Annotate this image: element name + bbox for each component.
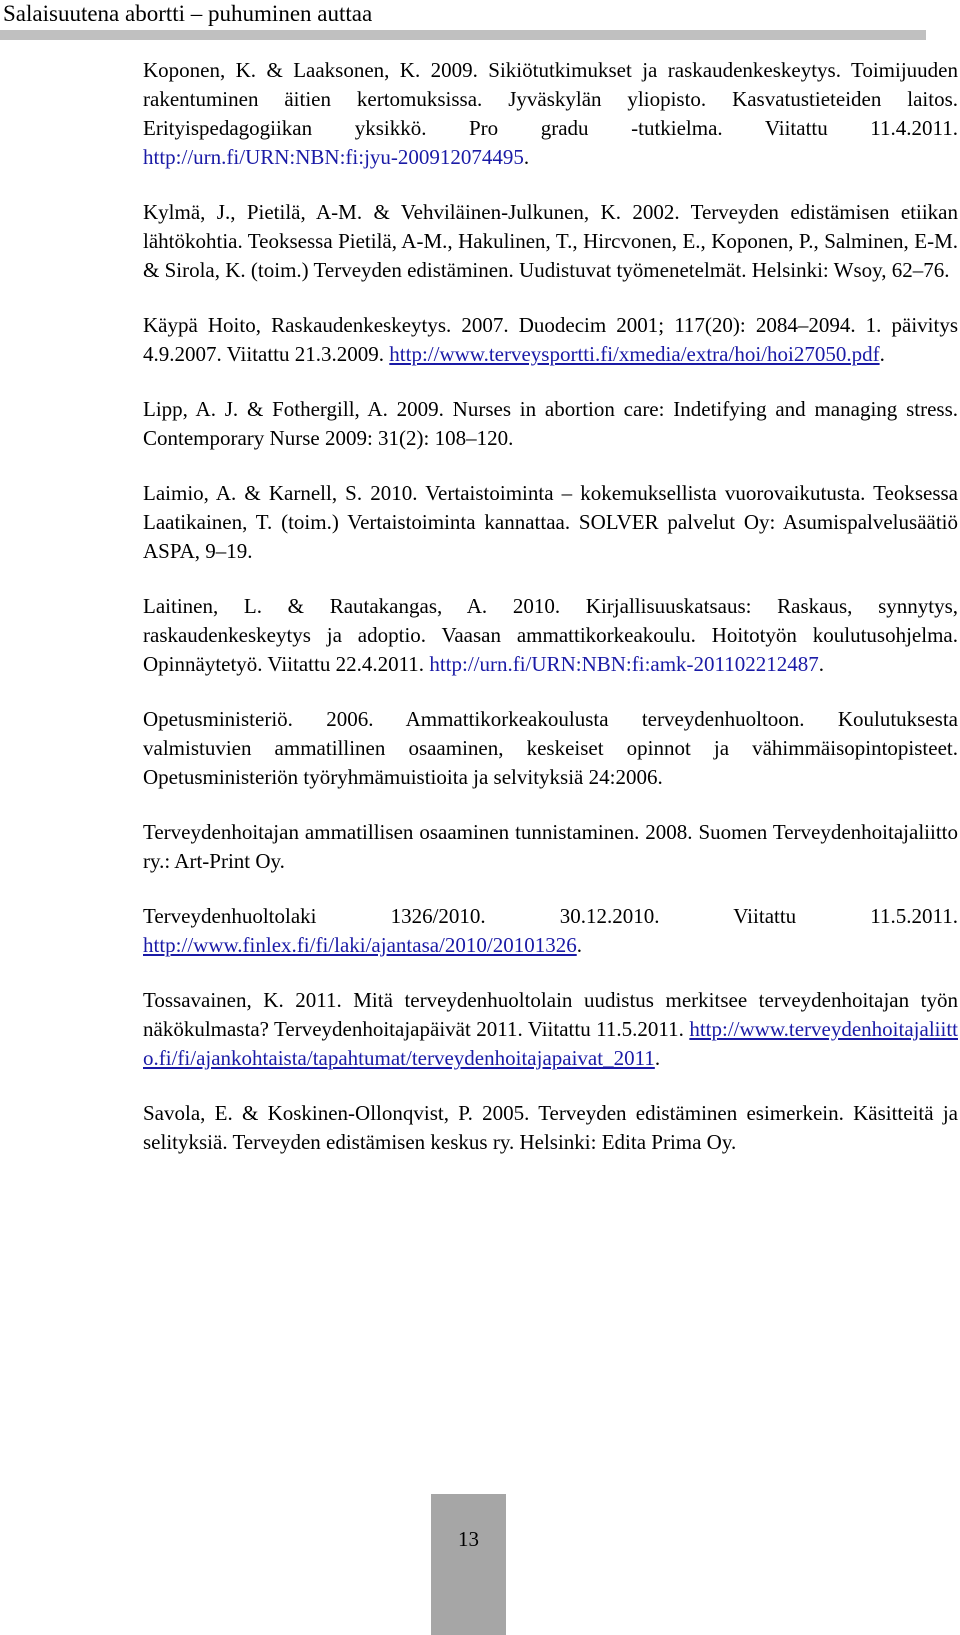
reference-list bbox=[143, 56, 958, 1183]
reference-text: Tossavainen, K. 2011. Mitä terveydenhuoltolain uudistus merkitsee terveydenhoitajan työn näkökulmasta? Terveydenhoitajapäivät 2011. Viitattu 11.5.2011. bbox=[143, 988, 958, 1041]
reference-entry-lipp bbox=[143, 395, 958, 453]
page-number: 13 bbox=[458, 1527, 479, 1551]
reference-text: Lipp, A. J. & Fothergill, A. 2009. Nurses in abortion care: Indetifying and managing stress. Contemporary Nurse 2009: 31(2): 108–120. bbox=[143, 397, 958, 450]
reference-text: Terveydenhuoltolaki 1326/2010. 30.12.2010. Viitattu 11.5.2011. bbox=[143, 904, 958, 928]
reference-text-end: . bbox=[523, 145, 530, 169]
reference-text-end: . bbox=[654, 1046, 661, 1070]
reference-link[interactable]: http://urn.fi/URN:NBN:fi:jyu-200912074495 bbox=[143, 145, 524, 169]
reference-text: Savola, E. & Koskinen-Ollonqvist, P. 2005. Terveyden edistäminen esimerkein. Käsitteitä ja selityksiä. Terveyden edistämisen keskus ry. Helsinki: Edita Prima Oy. bbox=[143, 1101, 958, 1154]
reference-entry-terveydenhoitajan bbox=[143, 818, 958, 876]
reference-link[interactable]: http://urn.fi/URN:NBN:fi:amk-201102212487 bbox=[429, 652, 819, 676]
reference-link[interactable]: http://www.terveysportti.fi/xmedia/extra/hoi/hoi27050.pdf bbox=[389, 342, 880, 366]
reference-text: Koponen, K. & Laaksonen, K. 2009. Sikiötutkimukset ja raskaudenkeskeytys. Toimijuuden rakentuminen äitien kertomuksissa. Jyväskylän yliopisto. Kasvatustieteiden laitos. Erityispedagogiikan yksikkö. Pro gradu -tutkielma. Viitattu 11.4.2011. bbox=[143, 58, 958, 140]
reference-entry-terveydenhuoltolaki bbox=[143, 902, 958, 960]
reference-text: Kylmä, J., Pietilä, A-M. & Vehviläinen-Julkunen, K. 2002. Terveyden edistämisen etiikan lähtökohtia. Teoksessa Pietilä, A-M., Hakulinen, T., Hircvonen, E., Koponen, P., Salminen, E-M. & Sirola, K. (toim.) Terveyden edistäminen. Uudistuvat työmenetelmät. Helsinki: Wsoy, 62–76. bbox=[143, 200, 958, 282]
reference-entry-savola bbox=[143, 1099, 958, 1157]
reference-entry-kaypa-hoito bbox=[143, 311, 958, 369]
reference-text: Käypä Hoito, Raskaudenkeskeytys. 2007. Duodecim 2001; 117(20): 2084–2094. 1. päivitys 4.9.2007. Viitattu 21.3.2009. bbox=[143, 313, 958, 366]
reference-entry-kylma bbox=[143, 198, 958, 285]
reference-entry-laitinen bbox=[143, 592, 958, 679]
page-header-title: Salaisuutena abortti – puhuminen auttaa bbox=[3, 1, 373, 26]
reference-text: Laitinen, L. & Rautakangas, A. 2010. Kirjallisuuskatsaus: Raskaus, synnytys, raskaudenkeskeytys ja adoptio. Vaasan ammattikorkeakoulu. Hoitotyön koulutusohjelma. Opinnäytetyö. Viitattu 22.4.2011. bbox=[143, 594, 958, 676]
header-rule bbox=[0, 30, 926, 40]
reference-text: Laimio, A. & Karnell, S. 2010. Vertaistoiminta – kokemuksellista vuorovaikutusta. Teoksessa Laatikainen, T. (toim.) Vertaistoiminta kannattaa. SOLVER palvelut Oy: Asumispalvelusäätiö ASPA, 9–19. bbox=[143, 481, 958, 563]
reference-entry-tossavainen bbox=[143, 986, 958, 1073]
reference-entry-opetusministerio bbox=[143, 705, 958, 792]
reference-entry-laimio bbox=[143, 479, 958, 566]
reference-text-end: . bbox=[879, 342, 885, 366]
reference-text-end: . bbox=[576, 933, 582, 957]
reference-link[interactable]: http://www.finlex.fi/fi/laki/ajantasa/2010/20101326 bbox=[143, 933, 577, 957]
reference-entry-koponen bbox=[143, 56, 958, 172]
reference-text: Opetusministeriö. 2006. Ammattikorkeakoulusta terveydenhuoltoon. Koulutuksesta valmistuvien ammatillinen osaaminen, keskeiset opinnot ja vähimmäisopintopisteet. Opetusministeriön työryhmämuistioita ja selvityksiä 24:2006. bbox=[143, 707, 958, 789]
reference-link[interactable]: http://www.terveydenhoitajaliitto.fi/fi/ajankohtaista/tapahtumat/terveydenhoitajapaivat_2011 bbox=[143, 1017, 958, 1070]
reference-text-end: . bbox=[818, 652, 825, 676]
reference-text: Terveydenhoitajan ammatillisen osaaminen tunnistaminen. 2008. Suomen Terveydenhoitajaliitto ry.: Art-Print Oy. bbox=[143, 820, 958, 873]
page-number-box bbox=[431, 1494, 506, 1635]
